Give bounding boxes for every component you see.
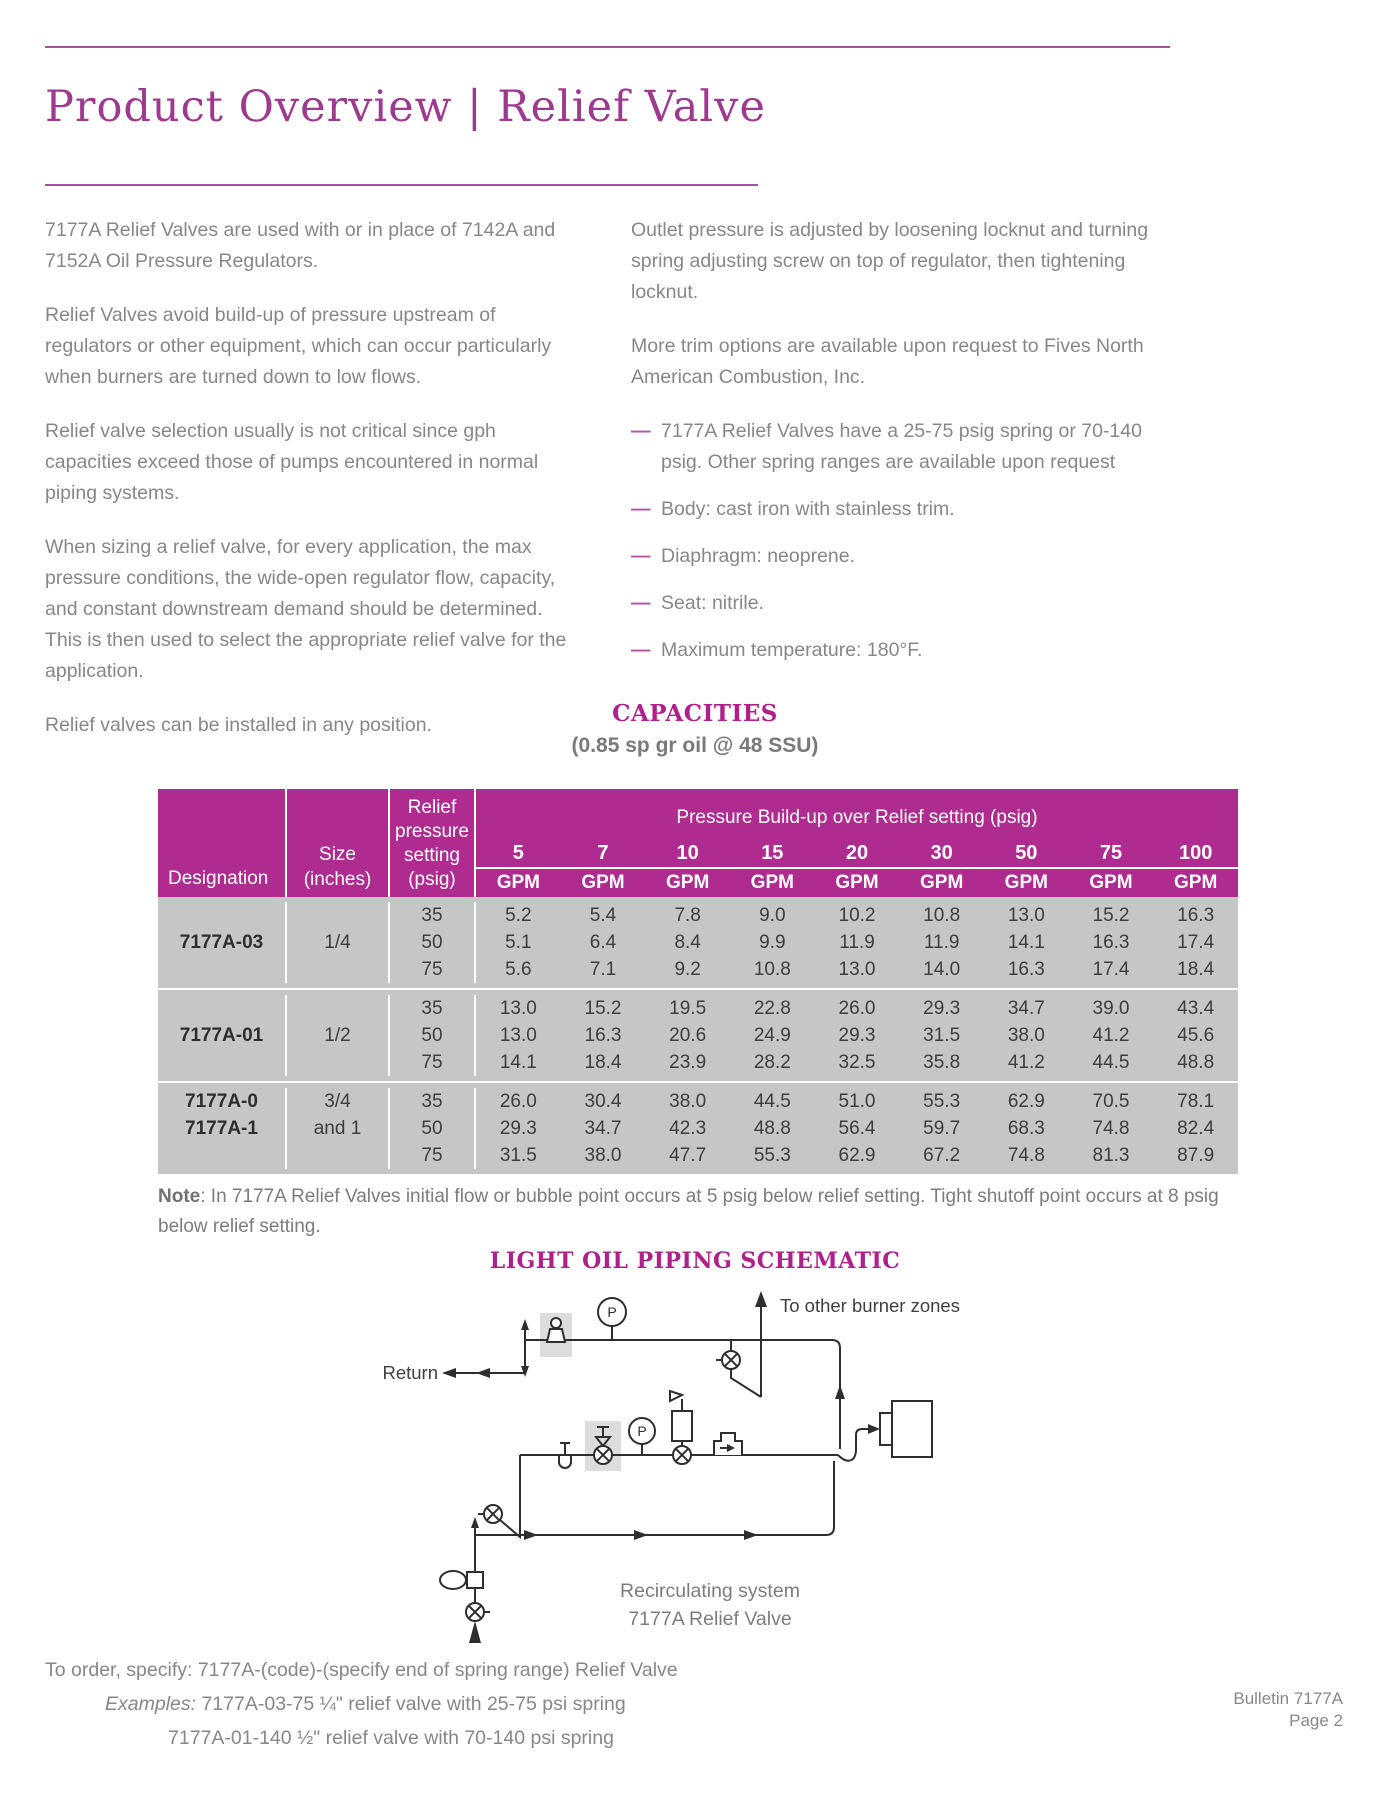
gpm-unit: GPM (920, 872, 964, 893)
capacity-value: 29.3 (838, 1025, 876, 1046)
group-setting-line: 35 (421, 1091, 443, 1112)
pressure-header: 100 (1178, 842, 1213, 864)
capacity-value: 67.2 (923, 1145, 961, 1166)
feature-text: Seat: nitrile. (661, 592, 764, 614)
capacity-value: 51.0 (838, 1091, 876, 1112)
group-designation-line: 7177A-1 (185, 1118, 258, 1139)
group-data (476, 995, 1238, 1076)
capacity-value: 15.2 (584, 998, 622, 1019)
intro-section (45, 215, 1170, 764)
feature-text: Diaphragm: neoprene. (661, 545, 856, 567)
flow-arrow-icon (524, 1530, 538, 1540)
capacity-value: 62.9 (838, 1145, 876, 1166)
table-row (476, 929, 1238, 956)
group-data (476, 902, 1238, 983)
group-designation-line: 7177A-0 (185, 1091, 258, 1112)
capacity-value: 31.5 (923, 1025, 961, 1046)
capacity-value: 15.2 (1092, 905, 1130, 926)
flow-arrow-icon (476, 1368, 490, 1378)
bullet-dash: — (631, 420, 651, 442)
pump-icon (467, 1572, 483, 1588)
gauge-label: P (637, 1423, 647, 1439)
group-designation (158, 1088, 287, 1169)
pipe-branch (731, 1295, 761, 1397)
capacity-value: 38.0 (1007, 1025, 1045, 1046)
schematic-caption: Recirculating system (620, 1580, 800, 1602)
capacity-value: 5.4 (589, 905, 617, 926)
group-size-line: 1/2 (324, 1025, 351, 1046)
gpm-unit: GPM (1174, 872, 1218, 893)
capacity-value: 31.5 (499, 1145, 537, 1166)
header-setting (390, 789, 476, 897)
capacity-value: 29.3 (923, 998, 961, 1019)
capacity-value: 48.8 (1177, 1052, 1215, 1073)
capacities-table (158, 789, 1238, 1174)
table-note (158, 1182, 1238, 1242)
capacity-value: 59.7 (923, 1118, 961, 1139)
capacity-value: 87.9 (1177, 1145, 1215, 1166)
header-setting-line: pressure (395, 821, 469, 842)
capacity-value: 6.4 (589, 932, 617, 953)
capacity-value: 39.0 (1092, 998, 1130, 1019)
capacity-value: 68.3 (1007, 1118, 1045, 1139)
header-designation: Designation (158, 789, 287, 897)
header-size (287, 789, 390, 897)
table-group (158, 897, 1238, 988)
capacity-value: 11.9 (839, 932, 875, 953)
group-designation (158, 995, 287, 1076)
capacity-value: 13.0 (838, 959, 876, 980)
bullet-dash: — (631, 498, 651, 520)
capacity-value: 32.5 (838, 1052, 876, 1073)
example-text: 7177A-03-75 ¼" relief valve with 25-75 psi spring (196, 1693, 626, 1715)
group-setting-line: 50 (421, 932, 443, 953)
capacity-value: 11.9 (923, 932, 960, 953)
capacity-value: 48.8 (753, 1118, 791, 1139)
intro-left-column (45, 215, 583, 764)
capacity-value: 41.2 (1007, 1052, 1045, 1073)
capacity-value: 55.3 (753, 1145, 791, 1166)
capacity-value: 44.5 (753, 1091, 791, 1112)
page-title: Product Overview | Relief Valve (45, 82, 766, 132)
table-row (476, 902, 1238, 929)
bullet-dash: — (631, 545, 651, 567)
capacity-value: 24.9 (753, 1025, 791, 1046)
capacity-value: 13.0 (499, 1025, 537, 1046)
capacity-value: 44.5 (1092, 1052, 1130, 1073)
paragraph: Outlet pressure is adjusted by loosening locknut and turning spring adjusting screw on top of regulator, then tightening locknut. (631, 219, 1149, 303)
flow-arrow-icon (755, 1291, 767, 1307)
flow-arrow-icon (744, 1530, 758, 1540)
group-setting-line: 50 (421, 1025, 443, 1046)
table-row (476, 1088, 1238, 1115)
capacity-value: 74.8 (1092, 1118, 1130, 1139)
flow-arrow-icon (521, 1366, 529, 1377)
capacity-value: 18.4 (584, 1052, 622, 1073)
group-setting (390, 995, 476, 1076)
pressure-header: 5 (512, 842, 524, 864)
capacities-title: CAPACITIES (612, 700, 778, 727)
table-group (158, 1081, 1238, 1174)
feature-item (631, 588, 1169, 619)
gpm-units-row (476, 869, 1238, 897)
capacity-value: 19.5 (669, 998, 707, 1019)
capacity-value: 17.4 (1092, 959, 1130, 980)
capacity-value: 22.8 (753, 998, 791, 1019)
capacity-value: 34.7 (1007, 998, 1045, 1019)
table-row (476, 1022, 1238, 1049)
group-designation-line: 7177A-03 (179, 932, 264, 953)
table-row (476, 1049, 1238, 1076)
group-data (476, 1088, 1238, 1169)
ordering-info (45, 1658, 945, 1760)
capacity-value: 7.8 (674, 905, 701, 926)
flow-arrow-icon (442, 1368, 456, 1378)
flow-arrow-icon (868, 1424, 880, 1434)
group-setting-line: 75 (421, 959, 443, 980)
capacity-value: 70.5 (1092, 1091, 1130, 1112)
paragraph: Relief valve selection usually is not critical since gph capacities exceed those of pumps encountered in normal piping systems. (45, 420, 539, 504)
capacity-value: 34.7 (584, 1118, 622, 1139)
return-label: Return (382, 1362, 438, 1383)
feature-item (631, 494, 1169, 525)
capacity-value: 35.8 (923, 1052, 961, 1073)
to-other-zones-label: To other burner zones (780, 1295, 960, 1316)
feature-text: 7177A Relief Valves have a 25-75 psig spring or 70-140 psig. Other spring ranges are available upon request (661, 420, 1142, 473)
table-row (476, 995, 1238, 1022)
capacity-value: 13.0 (499, 998, 537, 1019)
flow-arrow-icon (835, 1385, 845, 1399)
gpm-unit: GPM (666, 872, 710, 893)
group-setting (390, 1088, 476, 1169)
feature-text: Body: cast iron with stainless trim. (661, 498, 955, 520)
group-setting-line: 35 (421, 998, 443, 1019)
capacity-value: 26.0 (838, 998, 876, 1019)
group-size-line: 3/4 (324, 1091, 351, 1112)
group-setting-line: 35 (421, 905, 443, 926)
feature-list (631, 416, 1169, 666)
intro-right-paragraphs (631, 215, 1169, 393)
gpm-unit: GPM (496, 872, 540, 893)
group-setting-line: 50 (421, 1118, 443, 1139)
capacity-value: 30.4 (584, 1091, 622, 1112)
group-designation (158, 902, 287, 983)
gpm-unit: GPM (835, 872, 879, 893)
schematic-title: LIGHT OIL PIPING SCHEMATIC (489, 1248, 901, 1274)
capacity-value: 10.2 (838, 905, 876, 926)
group-size (287, 1088, 390, 1169)
solenoid-valve-icon (670, 1391, 682, 1401)
capacity-value: 81.3 (1092, 1145, 1130, 1166)
capacity-value: 29.3 (499, 1118, 537, 1139)
pressure-span-title: Pressure Build-up over Relief setting (psig) (676, 806, 1038, 828)
schematic-caption: 7177A Relief Valve (628, 1608, 792, 1630)
capacity-value: 9.2 (674, 959, 701, 980)
capacity-value: 16.3 (584, 1025, 622, 1046)
header-setting-line: setting (404, 845, 460, 866)
bulletin-number: Bulletin 7177A (1233, 1689, 1343, 1708)
capacity-value: 14.0 (923, 959, 961, 980)
table-group (158, 988, 1238, 1081)
feature-item (631, 635, 1169, 666)
capacity-value: 14.1 (1007, 932, 1045, 953)
pipe-burner-hook (838, 1429, 868, 1461)
group-size-line: and 1 (313, 1118, 362, 1139)
group-size (287, 995, 390, 1076)
pipe-drain (500, 1455, 520, 1537)
capacity-value: 9.0 (759, 905, 786, 926)
group-setting-line: 75 (421, 1145, 443, 1166)
bullet-dash: — (631, 592, 651, 614)
capacity-value: 45.6 (1177, 1025, 1215, 1046)
header-setting-line: (psig) (408, 869, 456, 890)
capacity-value: 5.6 (505, 959, 532, 980)
note-label: Note (158, 1186, 201, 1207)
strainer-icon (559, 1455, 571, 1468)
capacity-value: 20.6 (669, 1025, 707, 1046)
pressure-header: 75 (1099, 842, 1123, 864)
capacity-value: 28.2 (753, 1052, 791, 1073)
ordering-line: To order, specify: 7177A-(code)-(specify end of spring range) Relief Valve (45, 1659, 678, 1681)
gpm-unit: GPM (750, 872, 794, 893)
capacity-value: 38.0 (669, 1091, 707, 1112)
gpm-unit: GPM (581, 872, 625, 893)
header-setting-line: Relief (407, 797, 457, 818)
intro-right-column (631, 215, 1169, 764)
pump-icon (440, 1571, 466, 1589)
capacity-value: 18.4 (1177, 959, 1215, 980)
gpm-unit: GPM (1004, 872, 1048, 893)
table-row (476, 1142, 1238, 1169)
capacity-value: 41.2 (1092, 1025, 1130, 1046)
title-underline (45, 184, 758, 186)
group-setting (390, 902, 476, 983)
pipe-supply (475, 1461, 834, 1535)
group-size-line: 1/4 (324, 932, 351, 953)
capacity-value: 16.3 (1092, 932, 1130, 953)
table-row (476, 1115, 1238, 1142)
capacity-value: 8.4 (674, 932, 701, 953)
header-size-line: (inches) (303, 869, 372, 890)
pressure-values-row (476, 842, 1238, 869)
page-number: Page 2 (1289, 1711, 1343, 1730)
paragraph: When sizing a relief valve, for every application, the max pressure conditions, the wide-open regulator flow, capacity, and constant downstream demand should be determined. This is then used to select the appropriate relief valve for the application. (45, 536, 567, 682)
pressure-header: 10 (676, 842, 699, 864)
table-body (158, 897, 1238, 1174)
capacity-value: 14.1 (499, 1052, 537, 1073)
ordering-example (105, 1692, 945, 1716)
capacity-value: 26.0 (499, 1091, 537, 1112)
capacity-value: 82.4 (1177, 1118, 1215, 1139)
capacity-value: 16.3 (1177, 905, 1215, 926)
paragraph: 7177A Relief Valves are used with or in place of 7142A and 7152A Oil Pressure Regulators. (45, 219, 556, 272)
pressure-header: 15 (761, 842, 784, 864)
strainer-icon (560, 1443, 570, 1455)
paragraph: Relief Valves avoid build-up of pressure upstream of regulators or other equipment, which can occur particularly when burners are turned down to low flows. (45, 304, 552, 388)
capacity-value: 74.8 (1007, 1145, 1045, 1166)
capacity-value: 23.9 (669, 1052, 707, 1073)
table-header (158, 789, 1238, 897)
header-size-line: Size (319, 844, 356, 865)
capacities-subtitle: (0.85 sp gr oil @ 48 SSU) (571, 734, 819, 757)
header-pressure-span (476, 789, 1238, 897)
capacity-value: 55.3 (923, 1091, 961, 1112)
feature-item (631, 416, 1169, 478)
group-designation-line: 7177A-01 (179, 1025, 264, 1046)
burner-icon (892, 1401, 932, 1457)
note-text: : In 7177A Relief Valves initial flow or bubble point occurs at 5 psig below relief setting. Tight shutoff point occurs at 8 psig below relief setting. (158, 1186, 1219, 1237)
top-rule (45, 46, 1170, 48)
gpm-unit: GPM (1089, 872, 1133, 893)
flow-arrow-icon (634, 1530, 648, 1540)
gauge-label: P (607, 1304, 617, 1320)
table-row (476, 956, 1238, 983)
capacity-value: 7.1 (589, 959, 617, 980)
pressure-header: 7 (597, 842, 609, 864)
capacity-value: 42.3 (669, 1118, 707, 1139)
group-size (287, 902, 390, 983)
relief-valve-icon (551, 1318, 561, 1328)
capacity-value: 17.4 (1177, 932, 1215, 953)
capacity-value: 78.1 (1177, 1091, 1215, 1112)
capacity-value: 62.9 (1007, 1091, 1045, 1112)
flow-arrow-icon (471, 1517, 479, 1528)
flow-arrow-icon (521, 1319, 529, 1330)
examples-label: Examples: (105, 1693, 197, 1715)
feature-text: Maximum temperature: 180°F. (661, 639, 923, 661)
capacity-value: 10.8 (753, 959, 791, 980)
piping-schematic (380, 1285, 1120, 1645)
solenoid-valve-icon (672, 1411, 692, 1441)
capacity-value: 38.0 (584, 1145, 622, 1166)
flow-arrow-icon (469, 1621, 481, 1643)
capacity-value: 5.2 (505, 905, 532, 926)
paragraph: More trim options are available upon request to Fives North American Combustion, Inc. (631, 335, 1144, 388)
capacity-value: 56.4 (838, 1118, 876, 1139)
relief-valve-icon (547, 1329, 565, 1342)
paragraph: Relief valves can be installed in any position. (45, 714, 432, 736)
capacity-value: 13.0 (1007, 905, 1045, 926)
group-setting-line: 75 (421, 1052, 443, 1073)
capacity-value: 5.1 (505, 932, 532, 953)
capacity-value: 47.7 (669, 1145, 707, 1166)
bulletin-ref (1233, 1688, 1343, 1732)
pressure-header: 50 (1015, 842, 1038, 864)
capacity-value: 9.9 (759, 932, 786, 953)
pressure-header: 30 (930, 842, 953, 864)
capacity-value: 16.3 (1007, 959, 1045, 980)
pressure-header: 20 (845, 842, 869, 864)
regulator-icon (714, 1433, 742, 1455)
bullet-dash: — (631, 639, 651, 661)
burner-icon (880, 1413, 892, 1445)
ordering-example: 7177A-01-140 ½" relief valve with 70-140 psi spring (168, 1727, 614, 1749)
capacity-value: 43.4 (1177, 998, 1215, 1019)
capacity-value: 10.8 (923, 905, 961, 926)
feature-item (631, 541, 1169, 572)
